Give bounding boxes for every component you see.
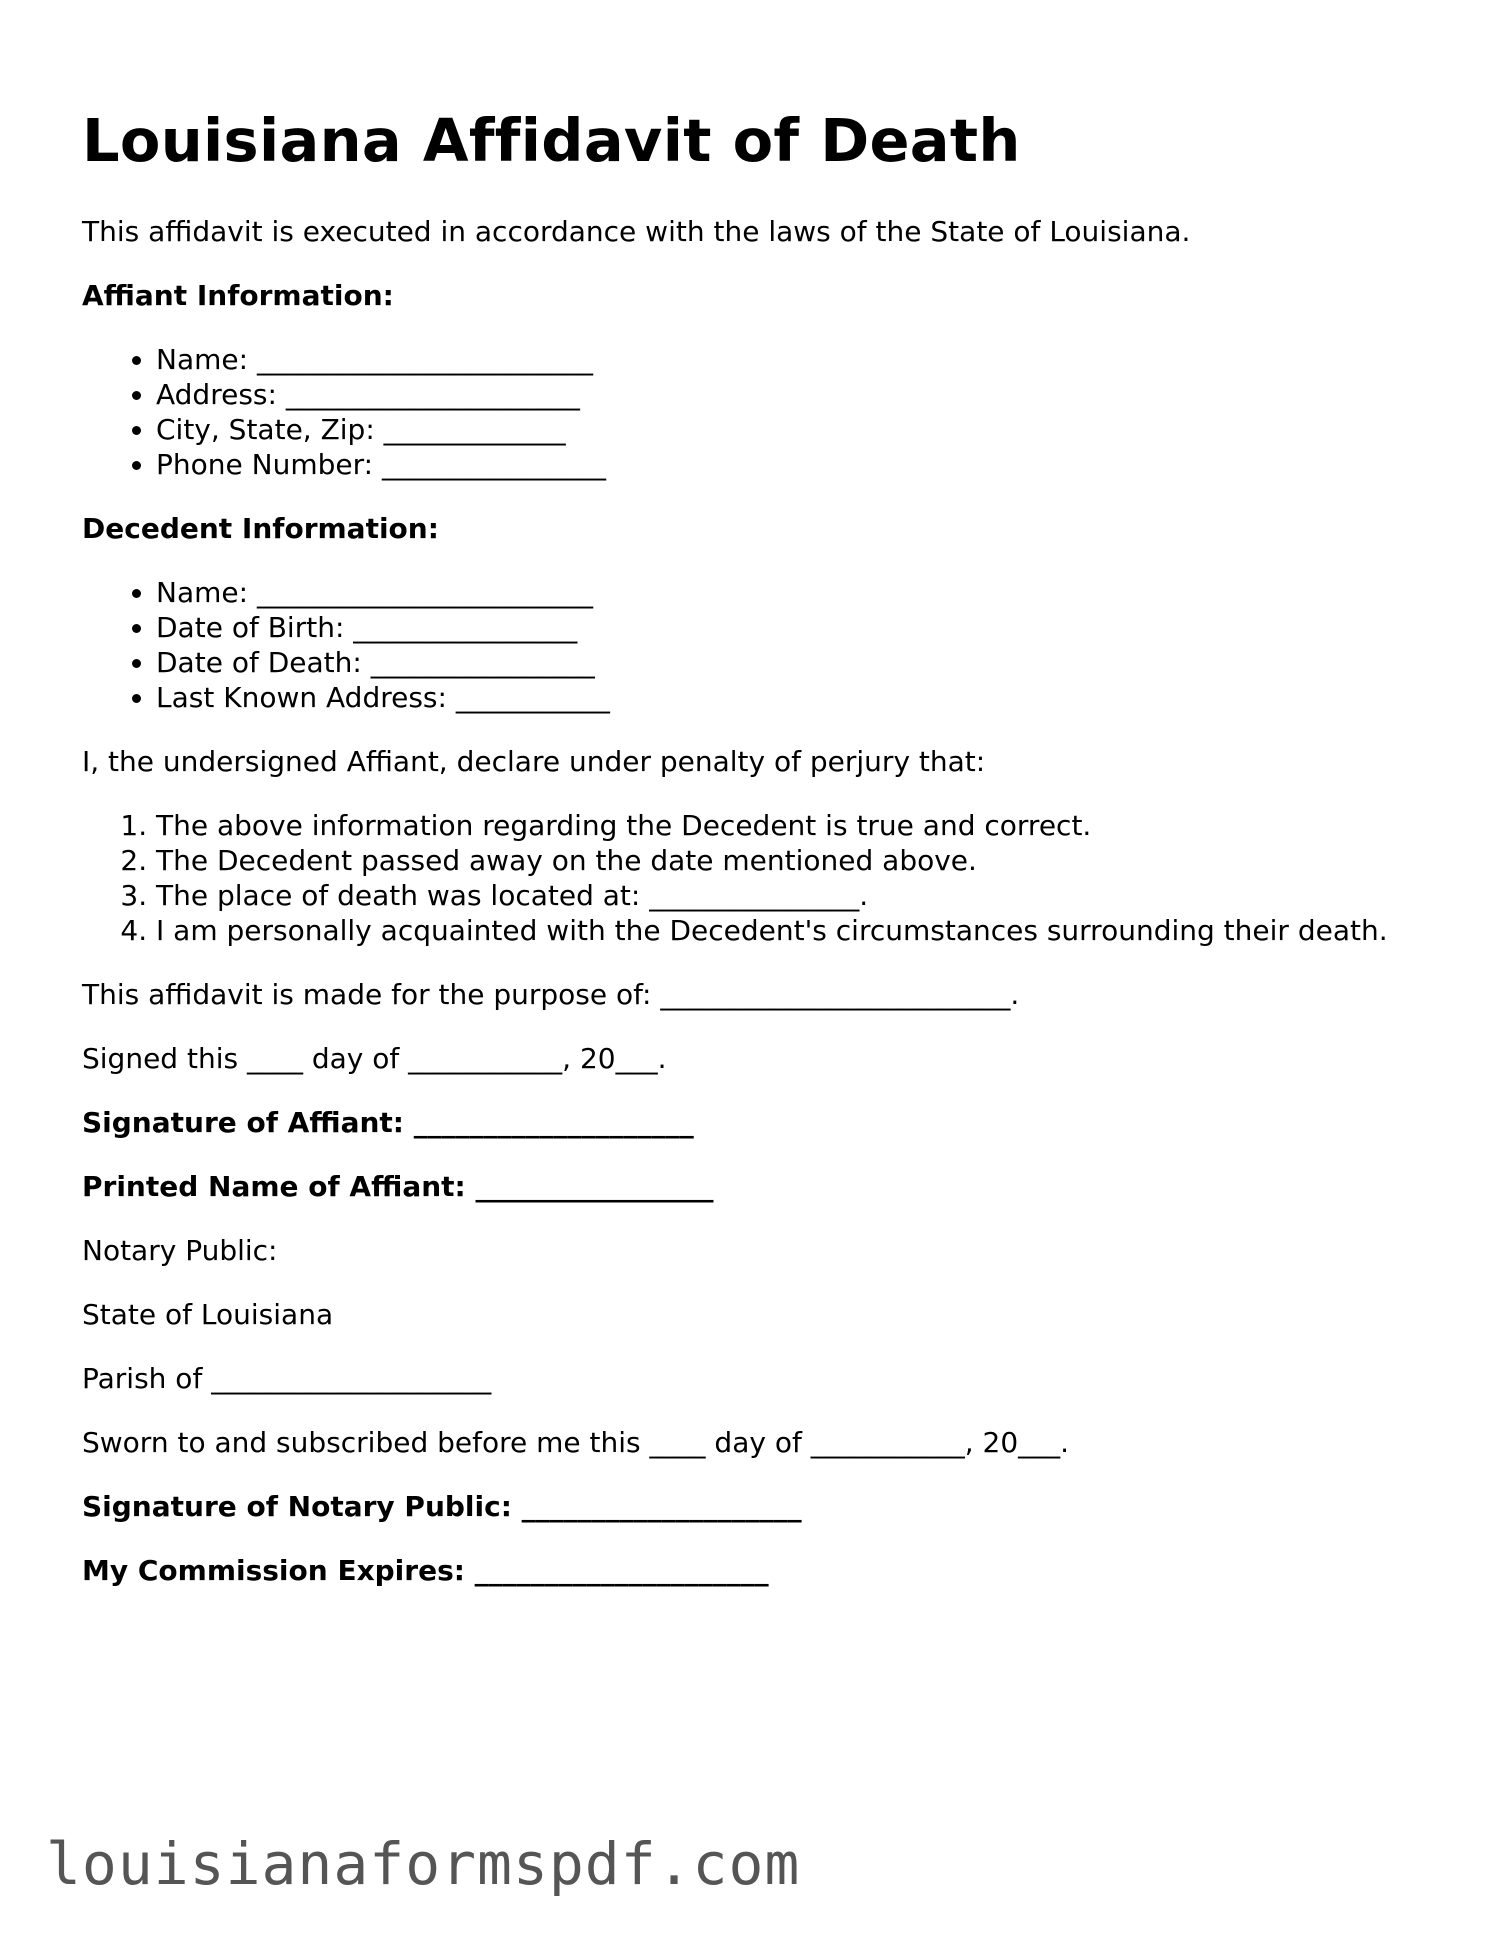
declaration-lead: I, the undersigned Affiant, declare under penalty of perjury that: xyxy=(82,745,986,778)
decedent-heading: Decedent Information: xyxy=(82,512,439,545)
watermark: louisianaformspdf.com xyxy=(46,1830,801,1898)
notary-sworn-date-field[interactable]: Sworn to and subscribed before me this ____ day of ___________, 20___. xyxy=(82,1426,1070,1459)
signed-date-field[interactable]: Signed this ____ day of ___________, 20___. xyxy=(82,1042,667,1075)
declaration-list xyxy=(82,808,1412,948)
declaration-item: 1. The above information regarding the Decedent is true and correct. xyxy=(156,808,1412,843)
notary-signature-field[interactable]: Signature of Notary Public: ____________________ xyxy=(82,1490,802,1523)
affiant-signature-field[interactable]: Signature of Affiant: ____________________ xyxy=(82,1106,694,1139)
affiant-fields-list xyxy=(82,342,1412,482)
declaration-item: 4. I am personally acquainted with the Decedent's circumstances surrounding their death. xyxy=(156,913,1412,948)
affiant-name-field[interactable]: • Name: ________________________ xyxy=(156,342,1412,377)
notary-parish-field[interactable]: Parish of ____________________ xyxy=(82,1362,492,1395)
decedent-death-date-field[interactable]: • Date of Death: ________________ xyxy=(156,645,1412,680)
affiant-printed-name-field[interactable]: Printed Name of Affiant: _________________ xyxy=(82,1170,714,1203)
decedent-birth-date-field[interactable]: • Date of Birth: ________________ xyxy=(156,610,1412,645)
decedent-fields-list xyxy=(82,575,1412,715)
affiant-phone-field[interactable]: • Phone Number: ________________ xyxy=(156,447,1412,482)
declaration-item: 2. The Decedent passed away on the date mentioned above. xyxy=(156,843,1412,878)
affiant-city-state-zip-field[interactable]: • City, State, Zip: _____________ xyxy=(156,412,1412,447)
purpose-field[interactable]: This affidavit is made for the purpose of: _________________________. xyxy=(82,978,1020,1011)
decedent-name-field[interactable]: • Name: ________________________ xyxy=(156,575,1412,610)
affiant-address-field[interactable]: • Address: _____________________ xyxy=(156,377,1412,412)
notary-label: Notary Public: xyxy=(82,1234,278,1267)
affiant-heading: Affiant Information: xyxy=(82,279,394,312)
page-title: Louisiana Affidavit of Death xyxy=(82,106,1021,175)
commission-expires-field[interactable]: My Commission Expires: _____________________ xyxy=(82,1554,769,1587)
decedent-last-address-field[interactable]: • Last Known Address: ___________ xyxy=(156,680,1412,715)
document-page xyxy=(82,0,1412,1588)
place-of-death-field[interactable]: 3. The place of death was located at: _______________. xyxy=(156,878,1412,913)
intro-text: This affidavit is executed in accordance with the laws of the State of Louisiana. xyxy=(82,215,1191,248)
notary-state: State of Louisiana xyxy=(82,1298,334,1331)
